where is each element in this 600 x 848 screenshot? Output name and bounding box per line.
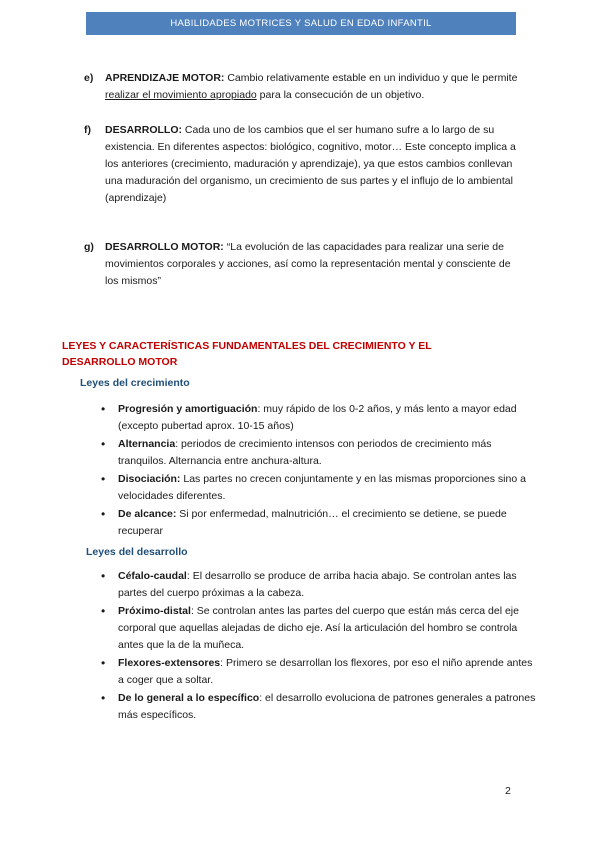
bullet-icon: • (101, 507, 106, 521)
page-header (86, 12, 516, 35)
definition-term: DESARROLLO: (105, 124, 182, 136)
development-list (98, 568, 538, 725)
list-item: • Flexores-extensores: Primero se desarrollan los flexores, por eso el niño aprende antes a coger que a soltar. (101, 656, 533, 686)
definition-marker: f) (84, 124, 91, 136)
list-item: • Céfalo-caudal: El desarrollo se produce de arriba hacia abajo. Se controlan antes las partes del cuerpo próximas a la cabeza. (101, 569, 517, 599)
definition-e: e) APRENDIZAJE MOTOR: Cambio relativamente estable en un individuo y que le permite realizar el movimiento apropiado para la consecución de un objetivo. (84, 72, 518, 101)
growth-heading: Leyes del crecimiento (80, 377, 190, 389)
definition-f: f) DESARROLLO: Cada uno de los cambios que el ser humano sufre a lo largo de su existencia. En diferentes aspectos: biológico, cognitivo, motor… Este concepto implica a los anteriores (crecimiento, maduración y aprendizaje), ya que estos cambios conllevan una maduración del organismo, un crecimiento de sus partes y el influjo de lo ambiental (aprendizaje) (84, 124, 516, 204)
definition-marker: e) (84, 72, 94, 84)
definition-term: DESARROLLO MOTOR: (105, 241, 224, 253)
growth-list (98, 401, 538, 541)
list-item: • Alternancia: periodos de crecimiento intensos con periodos de crecimiento más tranquilos. Alternancia entre anchura-altura. (101, 437, 492, 467)
bullet-icon: • (101, 402, 106, 416)
bullet-icon: • (101, 691, 106, 705)
underlined-phrase: realizar el movimiento apropiado (105, 89, 257, 101)
list-item: • Progresión y amortiguación: muy rápido de los 0-2 años, y más lento a mayor edad (excepto pubertad aprox. 10-15 años) (101, 402, 517, 432)
page-number: 2 (505, 785, 511, 797)
section-title: LEYES Y CARACTERÍSTICAS FUNDAMENTALES DEL CRECIMIENTO Y EL DESARROLLO MOTOR (62, 340, 432, 368)
list-item: • Próximo-distal: Se controlan antes las partes del cuerpo que están más cerca del eje corporal que aquellas alejadas de dicho eje. Así la articulación del hombro se controla antes que la de la muñeca. (101, 604, 519, 651)
list-item: • De alcance: Si por enfermedad, malnutrición… el crecimiento se detiene, se puede recuperar (101, 507, 507, 537)
list-item: • Disociación: Las partes no crecen conjuntamente y en las mismas proporciones sino a velocidades diferentes. (101, 472, 526, 502)
development-heading: Leyes del desarrollo (86, 546, 188, 558)
bullet-icon: • (101, 472, 106, 486)
definition-g: g) DESARROLLO MOTOR: “La evolución de las capacidades para realizar una serie de movimientos corporales y acciones, así como la representación mental y consciente de los mismos” (84, 241, 511, 287)
bullet-icon: • (101, 656, 106, 670)
definition-marker: g) (84, 241, 94, 253)
definition-term: APRENDIZAJE MOTOR: (105, 72, 225, 84)
bullet-icon: • (101, 604, 106, 618)
list-item: • De lo general a lo específico: el desarrollo evoluciona de patrones generales a patrones más específicos. (101, 691, 536, 721)
bullet-icon: • (101, 437, 106, 451)
header-title: HABILIDADES MOTRICES Y SALUD EN EDAD INFANTIL (170, 18, 432, 29)
bullet-icon: • (101, 569, 106, 583)
